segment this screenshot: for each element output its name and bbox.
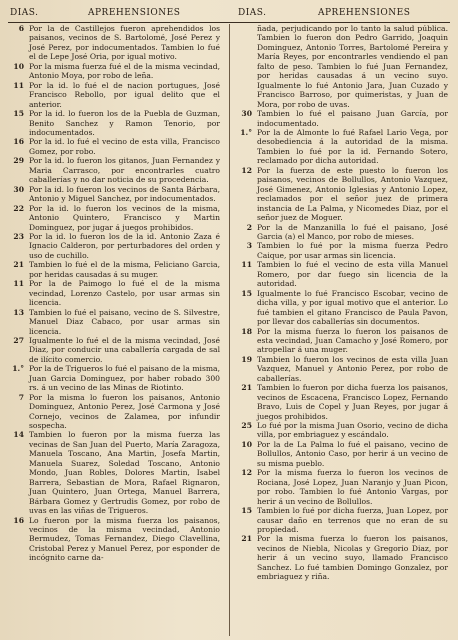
entry-day: 11 bbox=[13, 279, 24, 289]
entry bbox=[234, 383, 448, 421]
entry-text: Lo fué por la misma Juan Osorio, vecino de dicha villa, por embriaguez y escándalo. bbox=[257, 421, 448, 440]
entry-day: 16 bbox=[13, 137, 24, 147]
entry-day: 14 bbox=[13, 430, 24, 440]
left-title-heading: APREHENSIONES bbox=[88, 8, 181, 18]
entry bbox=[234, 534, 448, 581]
entry bbox=[234, 166, 448, 223]
entry-day: 12 bbox=[241, 165, 252, 175]
entry-text: Igualmente lo fué Francisco Escobar, vecino de dicha villa, y por igual motivo que el anterior. Lo fué tambien el gitano Francisco de Paula Pavon, por llevar dos caballerías sin documentos. bbox=[257, 288, 448, 327]
entry-day: 15 bbox=[241, 506, 252, 516]
entry-day: 1.° bbox=[240, 127, 252, 137]
entry-text: Lo fueron por la misma fuerza los paisanos, vecinos de la misma vecindad, Antonio Bermudez, Tomas Fernandez, Diego Clavellina, Cristobal Perez y Manuel Perez, por esponder de incógnito carne da- bbox=[29, 515, 220, 563]
entry bbox=[234, 241, 448, 260]
entry-day: 19 bbox=[241, 354, 252, 364]
entry-text: Por la de Manzanilla lo fué el paisano, José Garcia (a) el Manco, por robo de mieses. bbox=[257, 222, 448, 241]
entry-day: 30 bbox=[241, 109, 252, 119]
entry-day: 11 bbox=[13, 80, 24, 90]
entry bbox=[234, 260, 448, 288]
entry-day: 12 bbox=[241, 468, 252, 478]
entry bbox=[6, 24, 220, 62]
entry-day: 3 bbox=[246, 241, 252, 251]
entry-day: 22 bbox=[13, 203, 24, 213]
entry bbox=[6, 109, 220, 137]
entry-day: 2 bbox=[246, 222, 252, 232]
left-days-heading: DIAS. bbox=[10, 8, 39, 18]
entry bbox=[234, 468, 448, 506]
entry bbox=[234, 355, 448, 383]
entry-text: Por la de Paimogo lo fué el de la misma vecindad, Lorenzo Castelo, por usar armas sin licencia. bbox=[29, 279, 220, 308]
entry-text: Por la id. lo fué el vecino de esta villa, Francisco Gomez, por robo. bbox=[29, 137, 220, 156]
entry-day: 30 bbox=[13, 184, 24, 194]
entry-day: 29 bbox=[13, 156, 24, 166]
page-header bbox=[0, 4, 458, 22]
left-column bbox=[6, 24, 220, 563]
entry bbox=[6, 260, 220, 279]
entry bbox=[6, 336, 220, 364]
entry bbox=[6, 185, 220, 204]
entry bbox=[6, 204, 220, 232]
entry-text: Tambien lo fué por la misma fuerza Pedro Caique, por usar armas sin licencia. bbox=[257, 241, 448, 260]
entry-text: Tambien lo fueron por la misma fuerza las vecinas de San Juan del Puerto, María Zaragoza, Manuela Toscano, Ana Martin, Josefa Martin, Manuela Suarez, Soledad Toscano, Antonio Mondo, Juan Robles, Dolores Martin, Isabel Barrera, Sebastian de Mora, Rafael Rignaron, Juan Quintero, Juan Ortega, Manuel Barrera, Bárbara Gomez y Gertrudis Gomez, por robo de uvas en las viñas de Trigueros. bbox=[29, 430, 220, 516]
entry-day: 7 bbox=[18, 392, 24, 402]
entry-text: Tambien lo fué el vecino de esta villa Manuel Romero, por dar fuego sin licencia de la autoridad. bbox=[257, 260, 448, 289]
entry-text: Por la de Trigueros lo fué el paisano de la misma, Juan Garcia Dominguez, por haber robado 300 rs. á un vecino de las Minas de Riotinto. bbox=[29, 364, 220, 393]
entry bbox=[234, 421, 448, 440]
entry-text: Por la misma fuerza lo fueron los paisanos de esta vecindad, Juan Camacho y José Romero, por atropellar á una muger. bbox=[257, 326, 448, 355]
entry-text: Por la fuerza de este puesto lo fueron los paisanos, vecinos de Bollullos, Antonio Vazquez, José Gimenez, Antonio Iglesias y Antonio Lopez, reclamados por el señor juez de primera instancia de La Palma, y Nicomedes Diaz, por el señor juez de Moguer. bbox=[257, 165, 448, 223]
entry-text: ñada, perjudicando por lo tanto la salud pública. Tambien lo fueron don Pedro Garrido, Joaquin Dominguez, Antonio Torres, Bartolomé Pereira y María Reyes, por encontrarles vendiendo el pan falto de peso. Tambien lo fué Juan Fernandez, por heridas causadas á un vecino suyo. Igualmente lo fué Antonio Jara, Juan Cuzado y Francisco Barroso, por quimeristas, y Juan de Mora, por robo de uvas. bbox=[257, 24, 448, 109]
entry-text: Por la misma lo fueron los paisanos, Antonio Dominguez, Antonio Perez, José Carmona y José Cornejo, vecinos de Zalamea, por infundir sospecha. bbox=[29, 392, 220, 431]
entry-text: Por la id. lo fueron los de la id. Antonio Zaza é Ignacio Calderon, por perturbadores del orden y uso de cuchillo. bbox=[29, 231, 220, 260]
column-divider bbox=[229, 24, 230, 636]
entry-text: Por la misma fuerza lo fueron los paisanos, vecinos de Niebla, Nicolas y Gregorio Diaz, por herir á un vecino suyo, llamado Francisco Sanchez. Lo fué tambien Domingo Gonzalez, por embriaguez y riña. bbox=[257, 534, 448, 582]
entry bbox=[6, 62, 220, 81]
entry bbox=[6, 137, 220, 156]
entry-text: Tambien lo fué el paisano, vecino de S. Silvestre, Manuel Diaz Cabaco, por usar armas sin licencia. bbox=[29, 307, 220, 336]
entry-day: 18 bbox=[241, 326, 252, 336]
entry-day: 15 bbox=[241, 288, 252, 298]
right-days-heading: DIAS. bbox=[238, 8, 267, 18]
entry bbox=[6, 308, 220, 336]
entry-day: 10 bbox=[241, 439, 252, 449]
right-column bbox=[234, 24, 448, 582]
entry-day: 23 bbox=[13, 231, 24, 241]
entry bbox=[234, 109, 448, 128]
entry-day: 21 bbox=[241, 383, 252, 393]
entry-text: Tambien lo fué el paisano Juan García, por indocumentado. bbox=[257, 109, 448, 128]
entry-day: 27 bbox=[13, 335, 24, 345]
entry-text: Por la de Almonte lo fué Rafael Lario Vega, por desobediencia á la autoridad de la misma. Tambien lo fué por la id. Fernando Sotero, reclamado por dicha autoridad. bbox=[257, 127, 448, 166]
entry bbox=[234, 289, 448, 327]
entry-text: Tambien lo fué el de la misma, Feliciano Garcia, por heridas causadas á su muger. bbox=[29, 260, 220, 279]
entry bbox=[6, 156, 220, 184]
entry-text: Tambien lo fueron por dicha fuerza los paisanos, vecinos de Escacena, Francisco Lopez, Fernando Bravo, Luis de Copel y Juan Reyes, por jugar á juegos prohibidos. bbox=[257, 383, 448, 421]
entry bbox=[234, 24, 448, 109]
entry-text: Igualmente lo fué el de la misma vecindad, José Diaz, por conducir una caballería cargada de sal de ilícito comercio. bbox=[29, 335, 220, 364]
entry-day: 6 bbox=[18, 24, 24, 33]
entry bbox=[234, 327, 448, 355]
entry-day: 21 bbox=[241, 534, 252, 544]
entry bbox=[6, 279, 220, 307]
entry bbox=[234, 440, 448, 468]
entry bbox=[234, 506, 448, 534]
header-rule bbox=[8, 22, 450, 23]
entry-day: 15 bbox=[13, 109, 24, 119]
entry-day: 16 bbox=[13, 515, 24, 525]
entry-day: 10 bbox=[13, 61, 24, 71]
entry bbox=[6, 232, 220, 260]
entry-day: 11 bbox=[241, 260, 252, 270]
entry bbox=[6, 364, 220, 392]
entry-text: Tambien lo fueron los vecinos de esta villa Juan Vazquez, Manuel y Antonio Perez, por robo de caballerías. bbox=[257, 354, 448, 383]
entry-day: 25 bbox=[241, 421, 252, 431]
entry-text: Por la id. lo fué el de nacion portugues, José Francisco Rebollo, por igual delito que el anterior. bbox=[29, 80, 220, 109]
entry-text: Por la misma fuerza fué el de la misma vecindad, Antonio Moya, por robo de leña. bbox=[29, 61, 220, 81]
entry bbox=[6, 430, 220, 515]
entry-text: Por la de La Palma lo fué el paisano, vecino de Bollullos, Antonio Caso, por herir á un vecino de su misma pueblo. bbox=[257, 439, 448, 468]
entry-day: 13 bbox=[13, 307, 24, 317]
entry-text: Tambien lo fué por dicha fuerza, Juan Lopez, por causar daño en terrenos que no eran de su propiedad. bbox=[257, 506, 448, 535]
entry bbox=[6, 81, 220, 109]
entry bbox=[234, 128, 448, 166]
right-title-heading: APREHENSIONES bbox=[318, 8, 411, 18]
entry bbox=[6, 516, 220, 563]
entry-text: Por la id. lo fueron los vecinos de la misma, Antonio Quintero, Francisco y Martin Dominguez, por jugar á juegos prohibidos. bbox=[29, 203, 220, 232]
entry-text: Por la id. lo fueron los de la Puebla de Guzman, Benito Sanchez y Ramon Tenorio, por indocumentados. bbox=[29, 109, 220, 137]
entry bbox=[234, 223, 448, 242]
entry-day: 21 bbox=[13, 260, 24, 270]
entry-day: 1.° bbox=[12, 364, 24, 374]
entry-text: Por la id. lo fueron los vecinos de Santa Bárbara, Antonio y Miguel Sanchez, por indocumentados. bbox=[29, 184, 220, 204]
entry-text: Por la id. lo fueron los gitanos, Juan Fernandez y Maria Carrasco, por encontrarles cuatro caballerías y no dar noticia de su procedencia. bbox=[29, 156, 220, 185]
entry-text: Por la de Castillejos fueron aprehendidos los paisanos, vecinos de S. Bartolomé, José Perez y José Perez, por indocumentados. Tambien lo fué el de Lepe José Oria, por igual motivo. bbox=[29, 24, 220, 62]
entry-text: Por la misma fuerza lo fueron los vecinos de Rociana, José Lopez, Juan Naranjo y Juan Picon, por robo. Tambien lo fué Antonio Vargas, por herir á un vecino de Bollullos. bbox=[257, 468, 448, 506]
entry bbox=[6, 393, 220, 431]
